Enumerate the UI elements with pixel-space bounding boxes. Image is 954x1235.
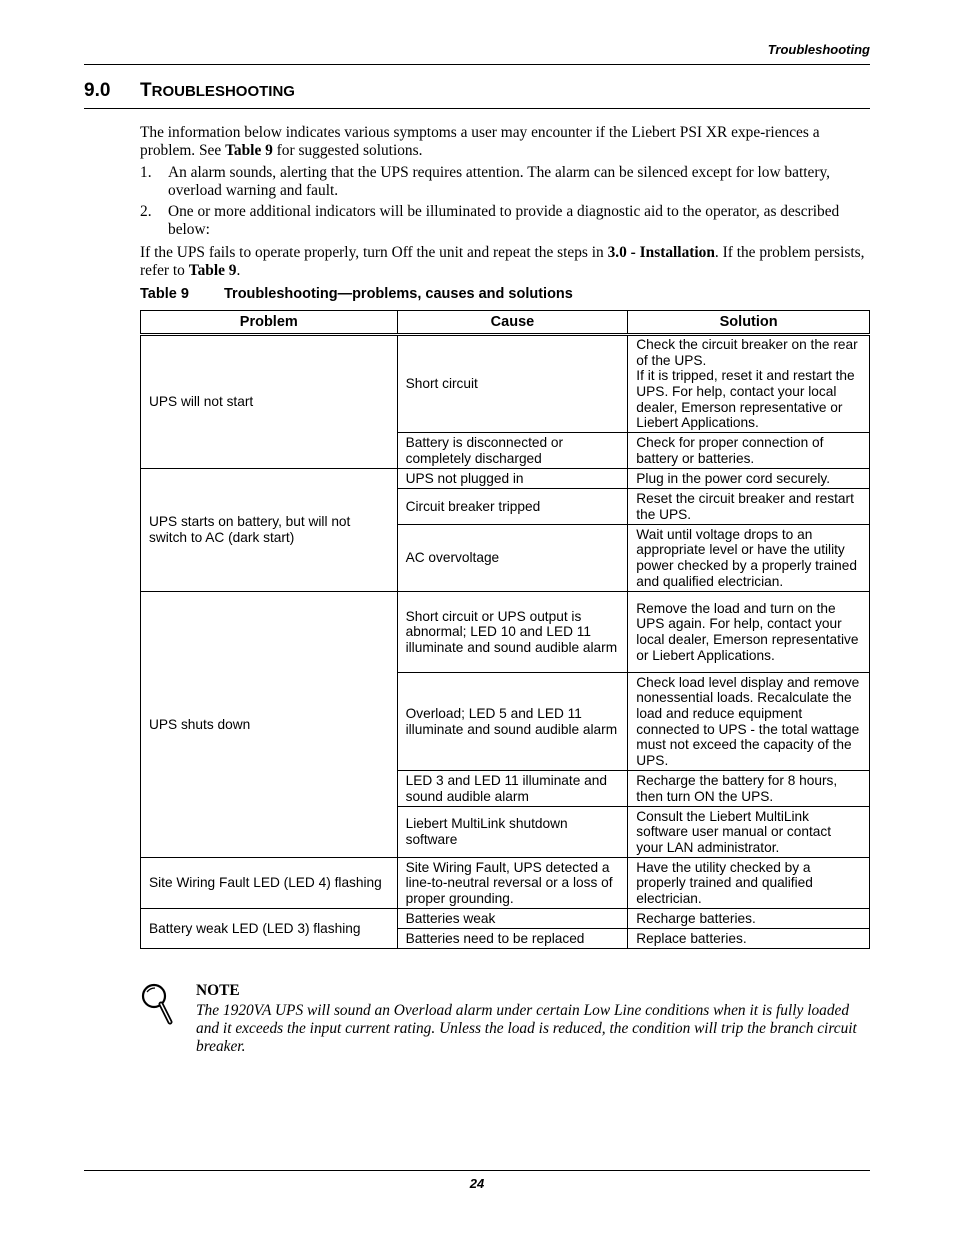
cause-cell: Site Wiring Fault, UPS detected a line-to-neutral reversal or a loss of proper grounding.	[397, 858, 628, 909]
solution-cell: Remove the load and turn on the UPS again. For help, contact your local dealer, Emerson representative or Liebert Applications.	[628, 592, 870, 673]
list-text: An alarm sounds, alerting that the UPS requires attention. The alarm can be silenced except for low battery, overload warning and fault.	[168, 164, 831, 199]
cause-cell: Liebert MultiLink shutdown software	[397, 807, 628, 858]
solution-cell: Consult the Liebert MultiLink software user manual or contact your LAN administrator.	[628, 807, 870, 858]
column-header-problem: Problem	[141, 311, 398, 335]
footer-rule	[84, 1170, 870, 1171]
running-header: Troubleshooting	[767, 42, 870, 57]
table-label: Table 9	[140, 286, 189, 302]
numbered-list	[140, 164, 870, 242]
solution-cell: Reset the circuit breaker and restart the UPS.	[628, 489, 870, 525]
followup-paragraph	[140, 244, 870, 280]
table-reference-link[interactable]: Table 9	[188, 262, 237, 279]
table-header-row	[141, 311, 870, 335]
note-text: The 1920VA UPS will sound an Overload alarm under certain Low Line conditions when it is fully loaded and it exceeds the input current rating. Unless the load is reduced, the condition will trip the branch circuit breaker.	[196, 1002, 857, 1055]
solution-cell: Check for proper connection of battery or batteries.	[628, 433, 870, 469]
list-item	[140, 164, 870, 200]
troubleshooting-table	[140, 310, 870, 949]
table-row	[141, 469, 870, 489]
solution-cell: Have the utility checked by a properly trained and qualified electrician.	[628, 858, 870, 909]
solution-cell: Replace batteries.	[628, 929, 870, 949]
page-number: 24	[469, 1176, 485, 1191]
cause-cell: Batteries weak	[397, 909, 628, 929]
problem-cell: Site Wiring Fault LED (LED 4) flashing	[141, 858, 398, 909]
solution-cell: Recharge the battery for 8 hours, then turn ON the UPS.	[628, 771, 870, 807]
cause-cell: UPS not plugged in	[397, 469, 628, 489]
section-title-rest: ROUBLESHOOTING	[151, 83, 295, 100]
header-rule	[84, 64, 870, 65]
intro-paragraph	[140, 124, 870, 160]
table-caption	[140, 286, 573, 302]
problem-cell: UPS starts on battery, but will not switch to AC (dark start)	[141, 469, 398, 592]
note-title: NOTE	[196, 982, 240, 999]
solution-cell: Check the circuit breaker on the rear of the UPS. If it is tripped, reset it and restart the UPS. For help, contact your local dealer, Emerson representative or Liebert Applications.	[628, 335, 870, 433]
intro-text-end: for suggested solutions.	[272, 142, 423, 159]
cause-cell: AC overvoltage	[397, 525, 628, 592]
solution-cell: Check load level display and remove nonessential loads. Recalculate the load and reduce equipment connected to UPS - the total wattage must not exceed the capacity of the UPS.	[628, 673, 870, 771]
solution-cell: Recharge batteries.	[628, 909, 870, 929]
table-row	[141, 909, 870, 929]
followup-text-end: .	[236, 262, 241, 279]
intro-text: The information below indicates various symptoms a user may encounter if the Liebert PSI XR expe-riences a problem. See	[140, 124, 820, 159]
table-row	[141, 592, 870, 673]
cause-cell: Short circuit	[397, 335, 628, 433]
solution-cell: Plug in the power cord securely.	[628, 469, 870, 489]
cause-cell: Overload; LED 5 and LED 11 illuminate and sound audible alarm	[397, 673, 628, 771]
followup-text-mid: . If the problem persists, refer to	[140, 244, 865, 279]
table-row	[141, 858, 870, 909]
cause-cell: Battery is disconnected or completely discharged	[397, 433, 628, 469]
solution-cell: Wait until voltage drops to an appropriate level or have the utility power checked by a properly trained and qualified electrician.	[628, 525, 870, 592]
column-header-solution: Solution	[628, 311, 870, 335]
table-row	[141, 335, 870, 433]
cause-cell: Short circuit or UPS output is abnormal; LED 10 and LED 11 illuminate and sound audible alarm	[397, 592, 628, 673]
cause-cell: Batteries need to be replaced	[397, 929, 628, 949]
installation-reference-link[interactable]: 3.0 - Installation	[607, 244, 715, 261]
list-number: 2.	[140, 203, 152, 220]
heading-rule	[84, 108, 870, 109]
cause-cell: Circuit breaker tripped	[397, 489, 628, 525]
list-item	[140, 203, 870, 239]
section-number: 9.0	[84, 80, 111, 101]
problem-cell: Battery weak LED (LED 3) flashing	[141, 909, 398, 949]
list-text: One or more additional indicators will be illuminated to provide a diagnostic aid to the operator, as described below:	[168, 203, 840, 238]
cause-cell: LED 3 and LED 11 illuminate and sound audible alarm	[397, 771, 628, 807]
problem-cell: UPS will not start	[141, 335, 398, 469]
column-header-cause: Cause	[397, 311, 628, 335]
table-reference-link[interactable]: Table 9	[225, 142, 273, 159]
followup-text: If the UPS fails to operate properly, turn Off the unit and repeat the steps in	[140, 244, 608, 261]
list-number: 1.	[140, 164, 152, 181]
magnifier-icon	[140, 982, 174, 1026]
section-heading	[84, 80, 295, 102]
table-title: Troubleshooting—problems, causes and solutions	[224, 286, 573, 302]
section-title-initial: T	[140, 80, 152, 101]
problem-cell: UPS shuts down	[141, 592, 398, 858]
